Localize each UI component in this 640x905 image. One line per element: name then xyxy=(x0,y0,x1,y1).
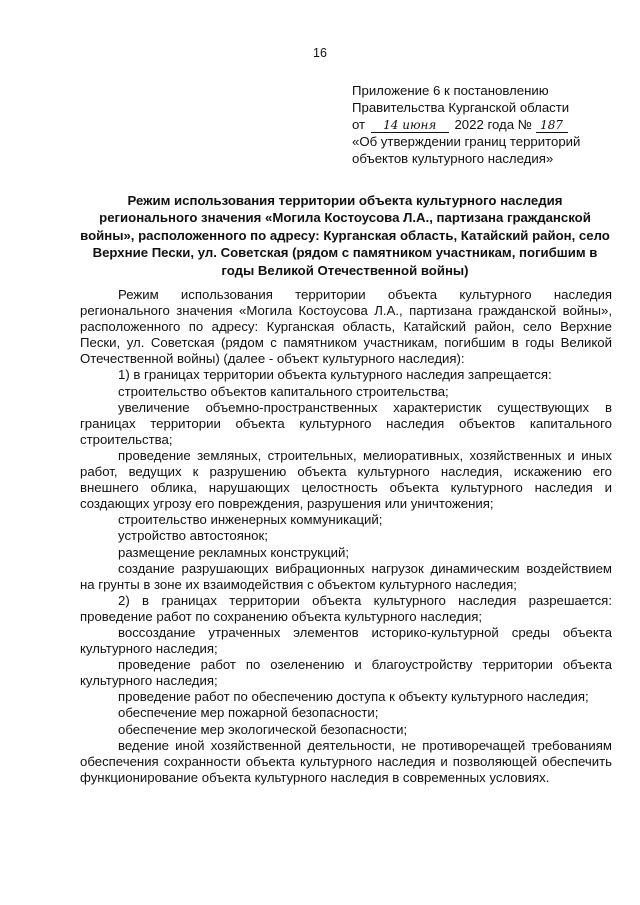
paragraph: 1) в границах территории объекта культурного наследия запрещается: xyxy=(118,367,552,383)
paragraph: 2) в границах территории объекта культурного наследия разрешается: проведение работ по сохранению объекта культурного наследия; xyxy=(80,592,612,624)
handwritten-number: 187 xyxy=(536,118,568,133)
document-body xyxy=(80,287,612,786)
page-number: 16 xyxy=(313,46,327,60)
document-title: Режим использования территории объекта культурного наследия регионального значения «Могила Костоусова Л.А., партизана гражданской войны», расположенного по адресу: Курганская область, Катайский район, село Верхние Пески, ул. Советская (рядом с памятником участникам, погибшим в годы Великой Отечественной войны) xyxy=(80,193,610,278)
paragraph: воссоздание утраченных элементов историко-культурной среды объекта культурного наследия; xyxy=(80,624,612,657)
handwritten-date: 14 июня xyxy=(371,118,449,133)
appendix-line-1: Приложение 6 к постановлению xyxy=(352,83,549,98)
appendix-header xyxy=(352,82,622,167)
appendix-line-5: объектов культурного наследия» xyxy=(352,151,554,166)
paragraph: проведение работ по обеспечению доступа к объекту культурного наследия; xyxy=(118,689,589,705)
paragraph: обеспечение мер пожарной безопасности; xyxy=(118,705,379,721)
paragraph: размещение рекламных конструкций; xyxy=(118,544,350,560)
paragraph: строительство объектов капитального строительства; xyxy=(118,383,449,399)
paragraph: создание разрушающих вибрационных нагрузок динамическим воздействием на грунты в зоне их взаимодействия с объектом культурного наследия; xyxy=(80,560,612,592)
year-text: 2022 года № xyxy=(454,117,532,132)
paragraph: Режим использования территории объекта культурного наследия регионального значения «Могила Костоусова Л.А., партизана гражданской войны», расположенного по адресу: Курганская область, Катайский район, село Верхние Пески, ул. Советская (рядом с памятником участникам, погибшим в годы Великой Отечественной войны) (далее - объект культурного наследия): xyxy=(80,287,612,367)
paragraph: увеличение объемно-пространственных характеристик существующих в границах территории объекта культурного наследия объектов капитального строительства; xyxy=(80,399,612,447)
appendix-line-4: «Об утверждении границ территорий xyxy=(352,134,581,149)
from-label: от xyxy=(352,117,366,132)
paragraph: устройство автостоянок; xyxy=(118,528,268,544)
paragraph: строительство инженерных коммуникаций; xyxy=(118,512,383,528)
paragraph: обеспечение мер экологической безопасности; xyxy=(118,721,408,737)
paragraph: ведение иной хозяйственной деятельности, не противоречащей требованиям обеспечения сохранности объекта культурного наследия и позволяющей обеспечить функционирование объекта культурного наследия в современных условиях. xyxy=(80,737,612,785)
paragraph: проведение работ по озеленению и благоустройству территории объекта культурного наследия; xyxy=(80,657,612,689)
paragraph: проведение земляных, строительных, мелиоративных, хозяйственных и иных работ, ведущих к разрушению объекта культурного наследия, искажению его внешнего облика, нарушающих целостность объекта культурного наследия и создающих угрозу его повреждения, разрушения или уничтожения; xyxy=(80,447,612,512)
appendix-line-2: Правительства Курганской области xyxy=(352,100,570,115)
appendix-date-line xyxy=(352,116,622,133)
